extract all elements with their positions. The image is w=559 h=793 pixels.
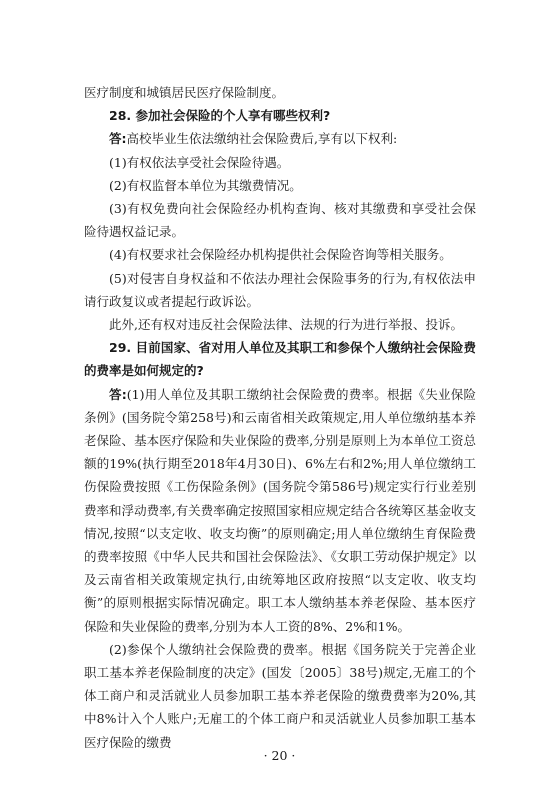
- answer-28-item-1: (1)有权依法享受社会保险待遇。: [109, 154, 290, 170]
- question-29-heading: 29. 目前国家、省对用人单位及其职工和参保个人缴纳社会保险费的费率是如何规定的?: [84, 340, 476, 379]
- answer-28-additional: 此外,还有权对违反社会保险法律、法规的行为进行举报、投诉。: [109, 317, 463, 333]
- answer-label: 答:: [109, 131, 127, 147]
- answer-29-part-2: (2)参保个人缴纳社会保险费的费率。根据《国务院关于完善企业职工基本养老保险制度的决定》(国发〔2005〕38号)规定,无雇工的个体工商户和灵活就业人员参加职工基本养老保险的缴费费率为20%,其中8%计入个人账户;无雇工的个体工商户和灵活就业人员参加职工基本医疗保险的缴费: [84, 641, 476, 750]
- answer-28-item-3: (3)有权免费向社会保险经办机构查询、核对其缴费和享受社会保险待遇权益记录。: [84, 201, 476, 240]
- answer-29-part-1-text: (1)用人单位及其职工缴纳社会保险费的费率。根据《失业保险条例》(国务院令第258号)和云南省相关政策规定,用人单位缴纳基本养老保险、基本医疗保险和失业保险的费率,分别是原则上为本单位工资总额的19%(执行期至2018年4月30日)、6%左右和2%;用人单位缴纳工伤保险费按照《工伤保险条例》(国务院令第586号)规定实行行业差别费率和浮动费率,有关费率确定按照国家相应规定结合各统筹区基金收支情况,按照“以支定收、收支均衡”的原则确定;用人单位缴纳生育保险费的费率按照《中华人民共和国社会保险法》、《女职工劳动保护规定》以及云南省相关政策规定执行,由统筹地区政府按照“以支定收、收支均衡”的原则根据实际情况确定。职工本人缴纳基本养老保险、基本医疗保险和失业保险的费率,分别为本人工资的8%、2%和1%。: [84, 386, 476, 634]
- answer-29-part-1: [84, 383, 476, 638]
- answer-28-item-2: (2)有权监督本单位为其缴费情况。: [109, 177, 302, 193]
- answer-label: 答:: [109, 386, 127, 402]
- question-28-heading: 28. 参加社会保险的个人享有哪些权利?: [109, 108, 331, 124]
- document-body: [84, 81, 476, 754]
- answer-28-item-4: (4)有权要求社会保险经办机构提供社会保险咨询等相关服务。: [109, 247, 452, 263]
- answer-28-item-5: (5)对侵害自身权益和不依法办理社会保险事务的行为,有权依法申请行政复议或者提起行政诉讼。: [84, 270, 476, 309]
- paragraph-continuation: 医疗制度和城镇居民医疗保险制度。: [84, 85, 285, 100]
- answer-28-intro-text: 高校毕业生依法缴纳社会保险费后,享有以下权利:: [126, 131, 398, 147]
- answer-28-intro: [84, 127, 476, 150]
- page-number: · 20 ·: [263, 748, 296, 763]
